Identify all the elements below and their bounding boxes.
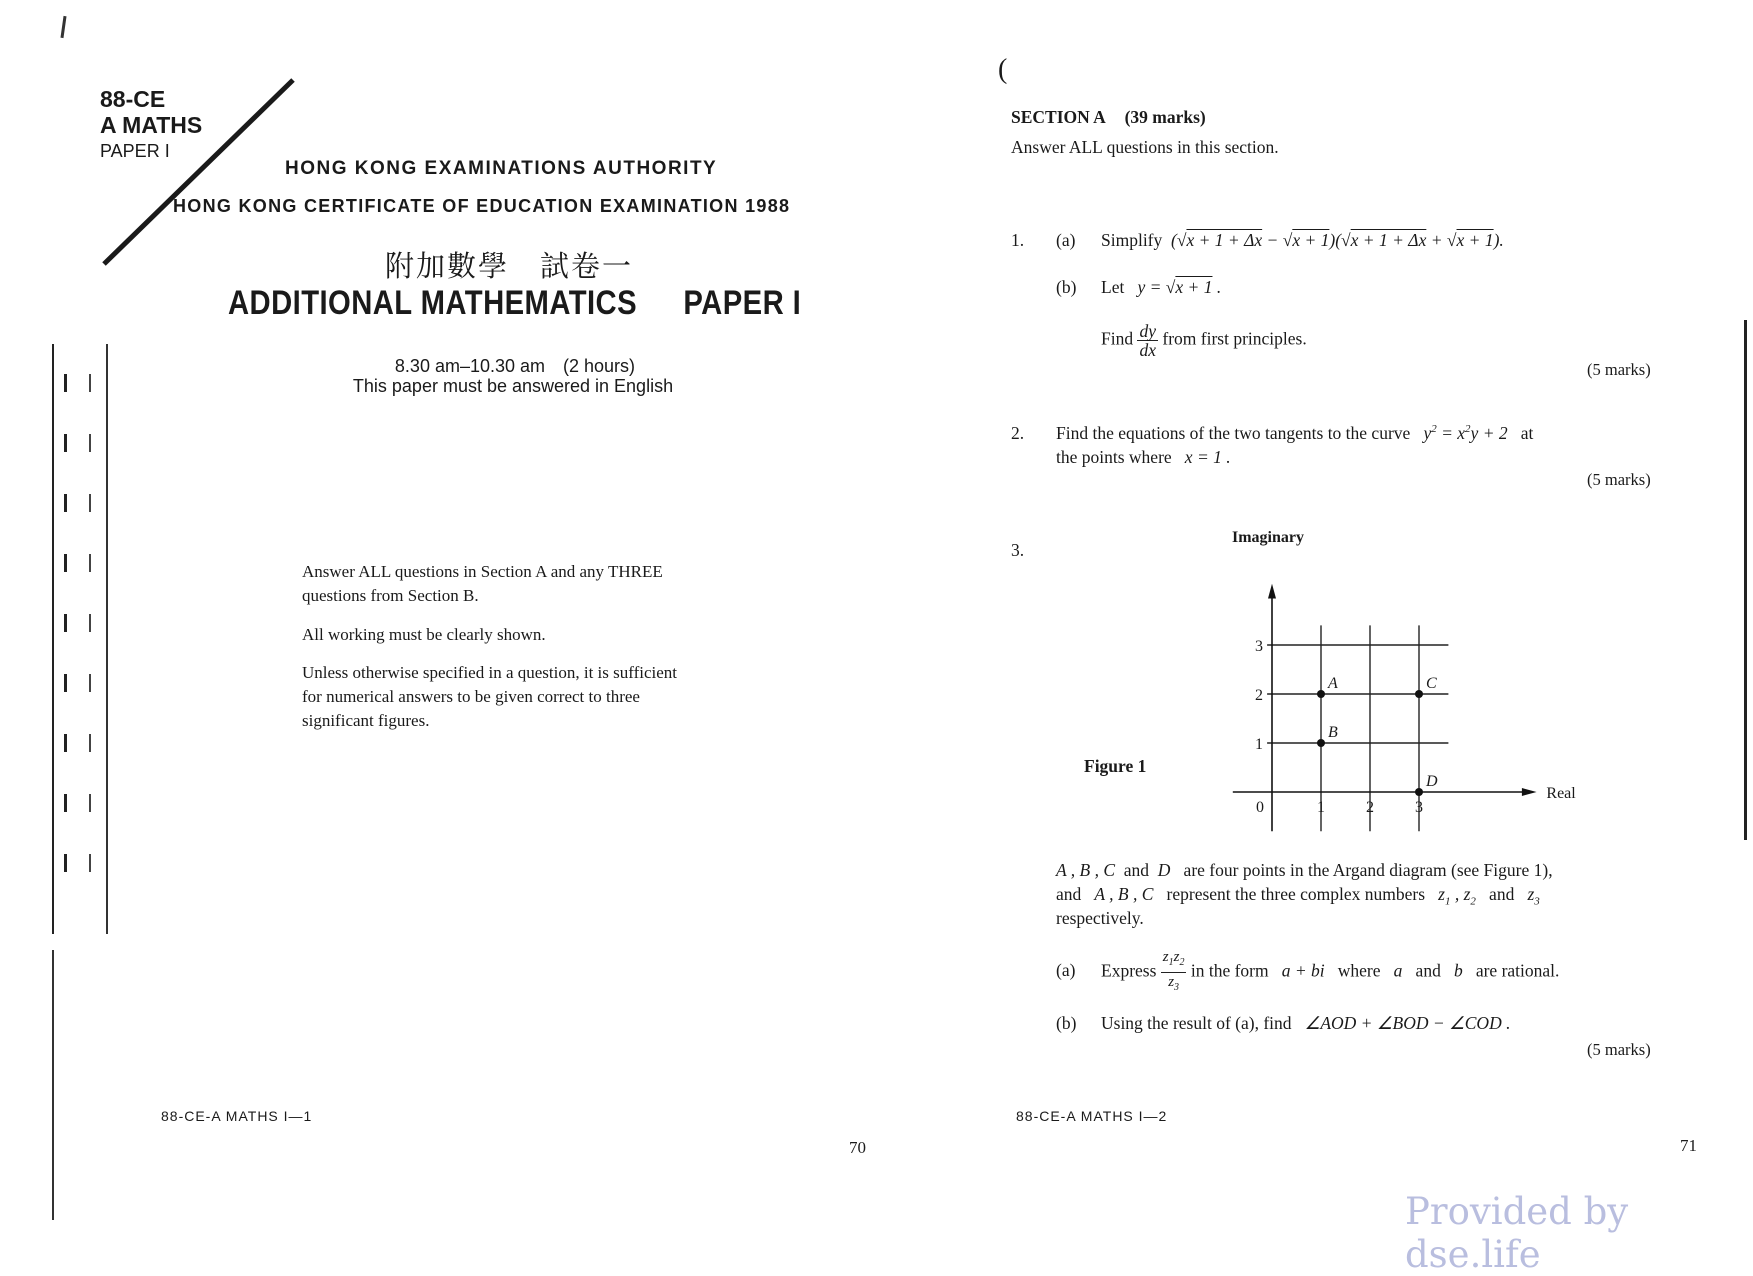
- footer-code-right: 88-CE-A MATHS I—2: [1016, 1108, 1168, 1124]
- x-tick-label-3: 3: [1415, 799, 1423, 816]
- q3-text2: represent the three complex numbers: [1166, 884, 1426, 904]
- x-tick-label-1: 1: [1317, 799, 1325, 816]
- paper-title: [228, 284, 801, 323]
- q1-first-principles: from first principles.: [1162, 328, 1307, 349]
- origin-label: 0: [1256, 799, 1264, 816]
- q1-derivative: $\frac{dy}{dx}$: [1139, 321, 1157, 360]
- x-axis-label: Real: [1546, 785, 1576, 802]
- point-label-A: A: [1328, 675, 1338, 692]
- q1b-text: Let: [1101, 277, 1125, 297]
- point-label-B: B: [1328, 724, 1338, 741]
- page-number-left: 70: [849, 1138, 866, 1157]
- q3b-line: [1101, 1013, 1510, 1034]
- diagonal-divider: [100, 74, 310, 274]
- q1-number: 1.: [1011, 230, 1025, 250]
- q2-number: 2.: [1011, 423, 1025, 443]
- q3-text-line1: A , B , C and D are four points in the Argand diagram (see Figure 1),: [1056, 860, 1553, 880]
- instruction-2: All working must be clearly shown.: [302, 625, 546, 644]
- right-page: [876, 0, 1753, 1245]
- exam-authority: HONG KONG EXAMINATIONS AUTHORITY: [285, 158, 718, 179]
- real-axis-arrow: [1522, 788, 1537, 796]
- page-edge-line: [1744, 320, 1747, 840]
- q1-find: Find: [1101, 328, 1134, 349]
- left-page: [0, 0, 876, 1245]
- q2-line2: [1056, 447, 1231, 468]
- point-label-D: D: [1426, 773, 1438, 790]
- q3-text-line3: respectively.: [1056, 908, 1144, 928]
- instruction-1: Answer ALL questions in Section A and any THREE questions from Section B.: [302, 562, 663, 605]
- title-main: ADDITIONAL MATHEMATICS: [228, 284, 638, 322]
- q1b-expression: y = √x + 1 .: [1128, 277, 1222, 297]
- points: [1317, 675, 1438, 796]
- q2-at: at: [1520, 423, 1534, 443]
- scan-mark: (: [998, 54, 1008, 85]
- x-tick-label-2: 2: [1366, 799, 1374, 816]
- q3-points-abcd: A , B , C: [1056, 860, 1124, 880]
- page-edge-line: [52, 950, 54, 1220]
- q1-find-line: [1101, 322, 1307, 359]
- paper-code-line1: 88-CE: [100, 86, 166, 112]
- q3a-express: Express: [1101, 960, 1157, 981]
- point-B: [1317, 739, 1325, 747]
- language-note: This paper must be answered in English: [352, 376, 674, 396]
- q1a-text: Simplify: [1101, 230, 1163, 250]
- q3-marks: (5 marks): [1587, 1040, 1651, 1059]
- q1a-expression: (√x + 1 + Δx − √x + 1)(√x + 1 + Δx + √x + 1).: [1166, 230, 1504, 250]
- y-axis-label: Imaginary: [1232, 529, 1304, 546]
- q1a-line: [1101, 230, 1504, 251]
- section-instruction: Answer ALL questions in this section.: [1011, 137, 1279, 157]
- point-label-C: C: [1426, 675, 1437, 692]
- q3b-label: (b): [1056, 1013, 1077, 1033]
- q1-marks: (5 marks): [1587, 360, 1651, 379]
- footer-code-left: 88-CE-A MATHS I—1: [161, 1108, 313, 1124]
- q2-x-value: x = 1 .: [1176, 447, 1231, 467]
- q2-text2: the points where: [1056, 447, 1172, 467]
- chinese-title: 附加數學 試卷一: [385, 249, 634, 283]
- imaginary-axis-arrow: [1268, 584, 1276, 599]
- q3-text-line2: and A , B , C represent the three complex numbers $z_1$ , $z_2$ and $z_3$: [1056, 884, 1540, 908]
- tick-labels: [1255, 638, 1423, 816]
- q1b-label: (b): [1056, 277, 1077, 297]
- paper-code-line3: PAPER I: [100, 141, 170, 161]
- q3-text1: are four points in the Argand diagram (see Figure 1),: [1183, 860, 1553, 880]
- point-C: [1415, 690, 1423, 698]
- y-tick-label-2: 2: [1255, 687, 1263, 704]
- page-number-right: 71: [1680, 1136, 1697, 1155]
- y-tick-label-1: 1: [1255, 736, 1263, 753]
- section-title: SECTION A: [1011, 107, 1106, 127]
- q1a-label: (a): [1056, 230, 1076, 250]
- section-marks: (39 marks): [1124, 107, 1206, 127]
- watermark: Provided by dse.life: [1405, 1190, 1629, 1276]
- instruction-3: Unless otherwise specified in a question, it is sufficient for numerical answers to be given correct to three significant figures.: [302, 663, 678, 730]
- exam-time: 8.30 am–10.30 am (2 hours): [394, 356, 636, 376]
- y-tick-label-3: 3: [1255, 638, 1263, 655]
- argand-diagram: [1226, 528, 1576, 848]
- q1b-line: [1101, 277, 1221, 298]
- point-D: [1415, 788, 1423, 796]
- title-paper: PAPER I: [683, 284, 802, 322]
- q2-curve: $y^2 = x^2y + 2$: [1414, 423, 1517, 443]
- axes: [1233, 584, 1537, 831]
- point-A: [1317, 690, 1325, 698]
- q2-line1: [1056, 423, 1533, 444]
- q2-marks: (5 marks): [1587, 470, 1651, 489]
- section-heading: [1011, 107, 1206, 128]
- q3a-line: Express $\frac{z_1z_2}{z_3}$ in the form a + bi where a and b are rational.: [1101, 948, 1559, 997]
- q2-text1: Find the equations of the two tangents to the curve: [1056, 423, 1411, 443]
- q3a-fraction: $\frac{z_1z_2}{z_3}$: [1162, 949, 1185, 993]
- exam-name: HONG KONG CERTIFICATE OF EDUCATION EXAMINATION 1988: [173, 196, 791, 216]
- scan-mark: [60, 16, 66, 38]
- paper-code-line2: A MATHS: [100, 112, 203, 138]
- q3b-angles: ∠AOD + ∠BOD − ∠COD .: [1295, 1013, 1511, 1033]
- figure-label: Figure 1: [1084, 756, 1147, 776]
- q3-number: 3.: [1011, 540, 1025, 560]
- q3a-label: (a): [1056, 960, 1076, 980]
- binding-strip: [52, 344, 108, 934]
- q3b-text: Using the result of (a), find: [1101, 1013, 1292, 1033]
